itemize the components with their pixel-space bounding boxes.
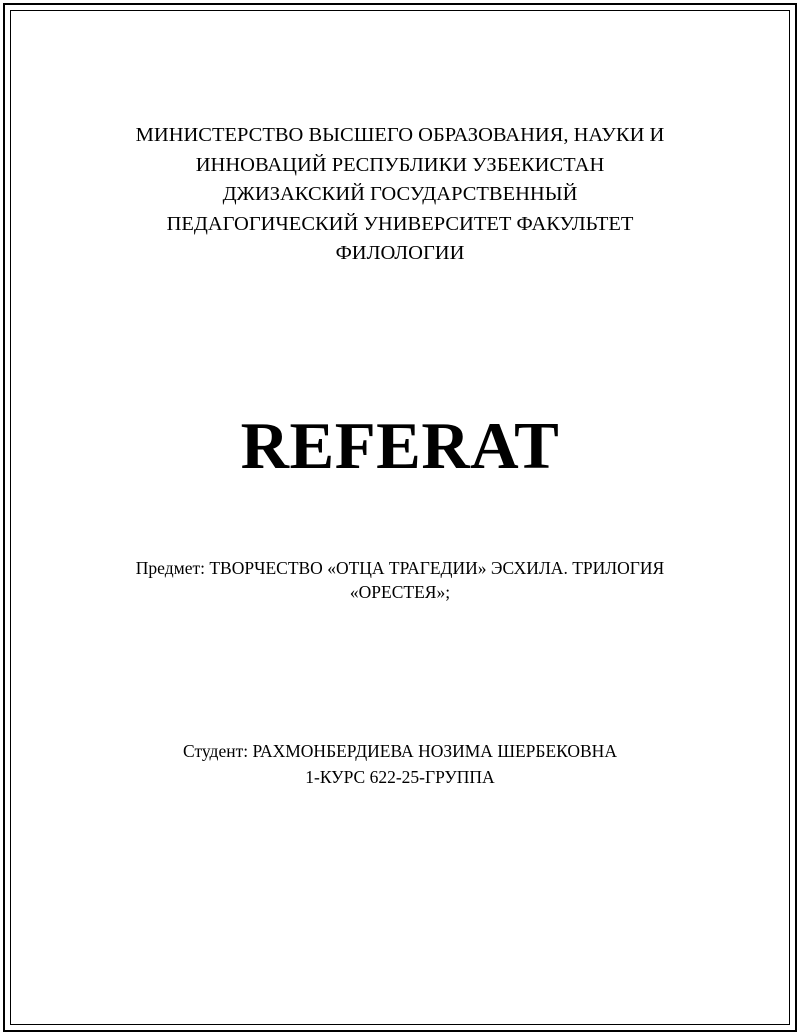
header-line-1: МИНИСТЕРСТВО ВЫСШЕГО ОБРАЗОВАНИЯ, НАУКИ И [135, 124, 665, 146]
header-line-5: ФИЛОЛОГИИ [335, 242, 465, 264]
subject-block [0, 556, 800, 604]
ministry-header [0, 121, 800, 269]
header-line-2: ИННОВАЦИЙ РЕСПУБЛИКИ УЗБЕКИСТАН [195, 153, 605, 176]
header-line-4: ПЕДАГОГИЧЕСКИЙ УНИВЕРСИТЕТ ФАКУЛЬТЕТ [166, 212, 634, 235]
subject-line-1: Предмет: ТВОРЧЕСТВО «ОТЦА ТРАГЕДИИ» ЭСХИЛА. ТРИЛОГИЯ [135, 558, 665, 578]
subject-line-2: «ОРЕСТЕЯ»; [349, 582, 451, 602]
student-block [0, 738, 800, 790]
header-line-3: ДЖИЗАКСКИЙ ГОСУДАРСТВЕННЫЙ [222, 183, 578, 205]
student-name-line: Студент: РАХМОНБЕРДИЕВА НОЗИМА ШЕРБЕКОВНА [183, 741, 617, 761]
document-title: REFERAT [240, 409, 560, 483]
student-group-line: 1-КУРС 622-25-ГРУППА [305, 767, 495, 787]
